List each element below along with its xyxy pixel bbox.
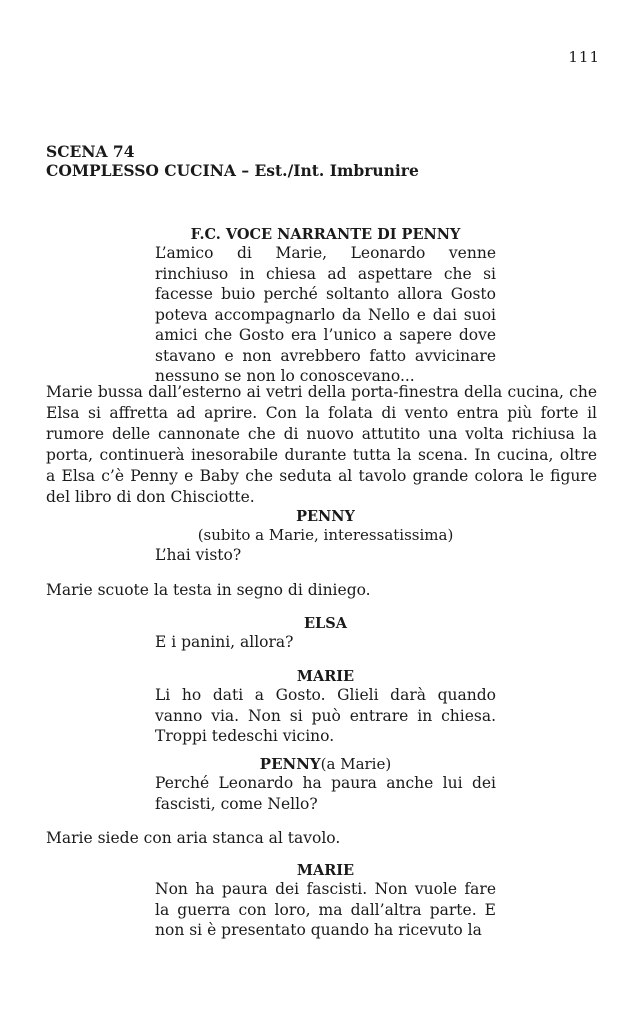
dialogue-text: L’amico di Marie, Leonardo venne rinchiuso in chiesa ad aspettare che si facesse buio perché soltanto allora Gosto poteva accompagnarlo da Nello e dai suoi amici che Gosto era l’unico a sapere dove stavano e non avrebbero fatto avvicinare nessuno se non lo conoscevano... xyxy=(155,244,496,385)
character-line xyxy=(155,755,496,773)
dialogue-text: Li ho dati a Gosto. Glieli darà quando vanno via. Non si può entrare in chiesa. Troppi tedeschi vicino. xyxy=(155,686,496,745)
scene-heading xyxy=(46,142,419,180)
character-name: MARIE xyxy=(296,862,355,879)
dialogue-block xyxy=(155,668,496,747)
dialogue-block xyxy=(155,615,496,653)
scene-setting: COMPLESSO CUCINA – Est./Int. Imbrunire xyxy=(46,161,419,180)
character-name: PENNY xyxy=(296,508,355,525)
dialogue-block xyxy=(155,862,496,941)
dialogue-text: L’hai visto? xyxy=(155,546,242,564)
character-name: F.C. VOCE NARRANTE DI PENNY xyxy=(190,226,461,243)
dialogue-text: Non ha paura dei fascisti. Non vuole fare la guerra con loro, ma dall’altra parte. E non si è presentato quando ha ricevuto la xyxy=(155,880,496,939)
character-name: PENNY xyxy=(259,755,321,773)
action-paragraph: Marie siede con aria stanca al tavolo. xyxy=(46,829,341,847)
character-name: ELSA xyxy=(304,615,347,632)
character-note: (a Marie) xyxy=(320,755,392,773)
character-name: MARIE xyxy=(296,668,355,685)
action-paragraph: Marie bussa dall’esterno ai vetri della porta-finestra della cucina, che Elsa si affretta ad aprire. Con la folata di vento entra più forte il rumore delle cannonate che di nuovo attutito una volta richiusa la porta, continuerà inesorabile durante tutta la scena. In cucina, oltre a Elsa c’è Penny e Baby che seduta al tavolo grande colora le figure del libro di don Chisciotte. xyxy=(46,383,597,506)
dialogue-text: E i panini, allora? xyxy=(155,633,294,651)
parenthetical: (subito a Marie, interessatissima) xyxy=(197,526,454,544)
action-paragraph: Marie scuote la testa in segno di diniego. xyxy=(46,581,371,599)
dialogue-block xyxy=(155,226,496,387)
scene-number: SCENA 74 xyxy=(46,142,135,161)
dialogue-text: Perché Leonardo ha paura anche lui dei fascisti, come Nello? xyxy=(155,774,496,813)
dialogue-block xyxy=(155,755,496,814)
dialogue-block xyxy=(155,508,496,566)
page-number: 111 xyxy=(568,48,600,66)
